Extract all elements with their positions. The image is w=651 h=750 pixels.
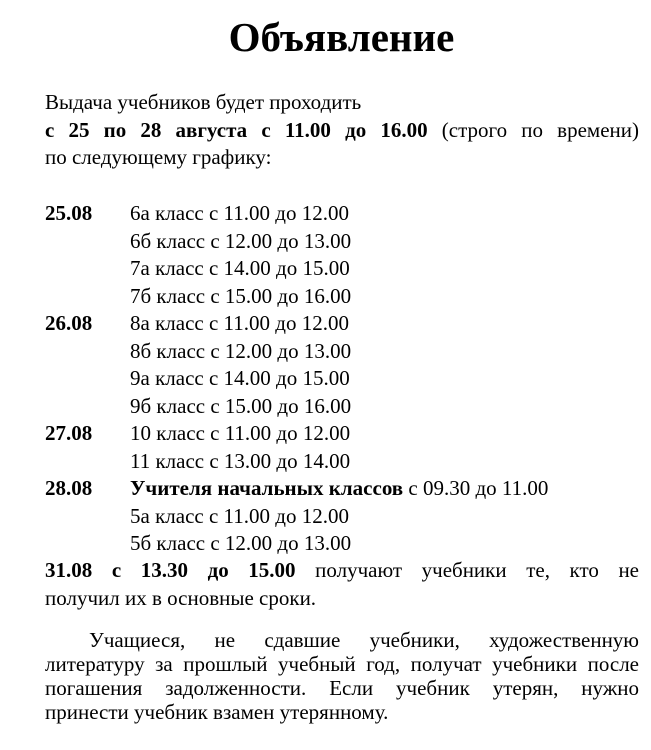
schedule-row (45, 310, 639, 338)
schedule-date: 28.08 (45, 476, 93, 500)
note-line-4: принести учебник взамен утерянному. (45, 700, 389, 724)
schedule-entry: 6б класс с 12.00 до 13.00 (130, 228, 352, 253)
schedule-row (45, 393, 639, 421)
schedule-entry: 7б класс с 15.00 до 16.00 (130, 283, 352, 308)
late-issue-date: 31.08 с 13.30 до 15.00 (45, 558, 296, 582)
time-range: с 11.00 до 16.00 (247, 117, 428, 142)
intro-line-2 (45, 117, 639, 145)
intro-line-3: по следующему графику: (45, 145, 272, 169)
schedule-row (45, 255, 639, 283)
schedule-row (45, 475, 639, 503)
schedule-entry: 9б класс с 15.00 до 16.00 (130, 393, 352, 418)
date-range: с 25 по 28 августа (45, 117, 248, 142)
schedule-entry: 5а класс с 11.00 до 12.00 (130, 503, 349, 528)
late-issue-line-2: получил их в основные сроки. (45, 585, 317, 610)
schedule-row (45, 365, 639, 393)
schedule-entry: 10 класс с 11.00 до 12.00 (130, 421, 351, 445)
schedule-entry: 11 класс с 13.00 до 14.00 (130, 448, 351, 473)
schedule-date: 25.08 (45, 201, 93, 225)
schedule-row (45, 200, 639, 228)
schedule-entry: 8а класс с 11.00 до 12.00 (130, 311, 349, 335)
teachers-time: с 09.30 до 11.00 (403, 476, 549, 500)
schedule-entry: 9а класс с 14.00 до 15.00 (130, 366, 350, 390)
note-line-1: Учащиеся, не сдавшие учебники, художественную (89, 628, 639, 652)
time-note: (строго по времени) (427, 117, 639, 142)
schedule-entry: 8б класс с 12.00 до 13.00 (130, 338, 352, 363)
announcement-title: Объявление (228, 14, 455, 60)
late-issue-text: получают учебники те, кто не (295, 558, 640, 582)
note-line-3: погашения задолженности. Если учебник утерян, нужно (45, 676, 639, 700)
schedule-entry: 5б класс с 12.00 до 13.00 (130, 531, 352, 555)
schedule-row (45, 420, 639, 448)
schedule-row (45, 530, 639, 558)
schedule-date: 26.08 (45, 311, 93, 335)
schedule-entry-teachers (130, 475, 548, 503)
schedule-list (45, 200, 639, 558)
schedule-row (45, 283, 639, 311)
schedule-row (45, 448, 639, 476)
schedule-date: 27.08 (45, 421, 93, 445)
late-issue-paragraph (45, 557, 639, 612)
late-issue-line-1 (45, 557, 639, 585)
schedule-row (45, 228, 639, 256)
schedule-row (45, 338, 639, 366)
note-line-2: литературу за прошлый учебный год, получат учебники после (45, 652, 639, 676)
teachers-label: Учителя начальных классов (130, 476, 404, 500)
schedule-entry: 7а класс с 14.00 до 15.00 (130, 256, 350, 280)
schedule-entry: 6а класс с 11.00 до 12.00 (130, 201, 349, 225)
schedule-row (45, 503, 639, 531)
intro-paragraph (45, 89, 639, 172)
intro-line-1: Выдача учебников будет проходить (45, 90, 362, 114)
debt-note-paragraph (45, 628, 639, 724)
